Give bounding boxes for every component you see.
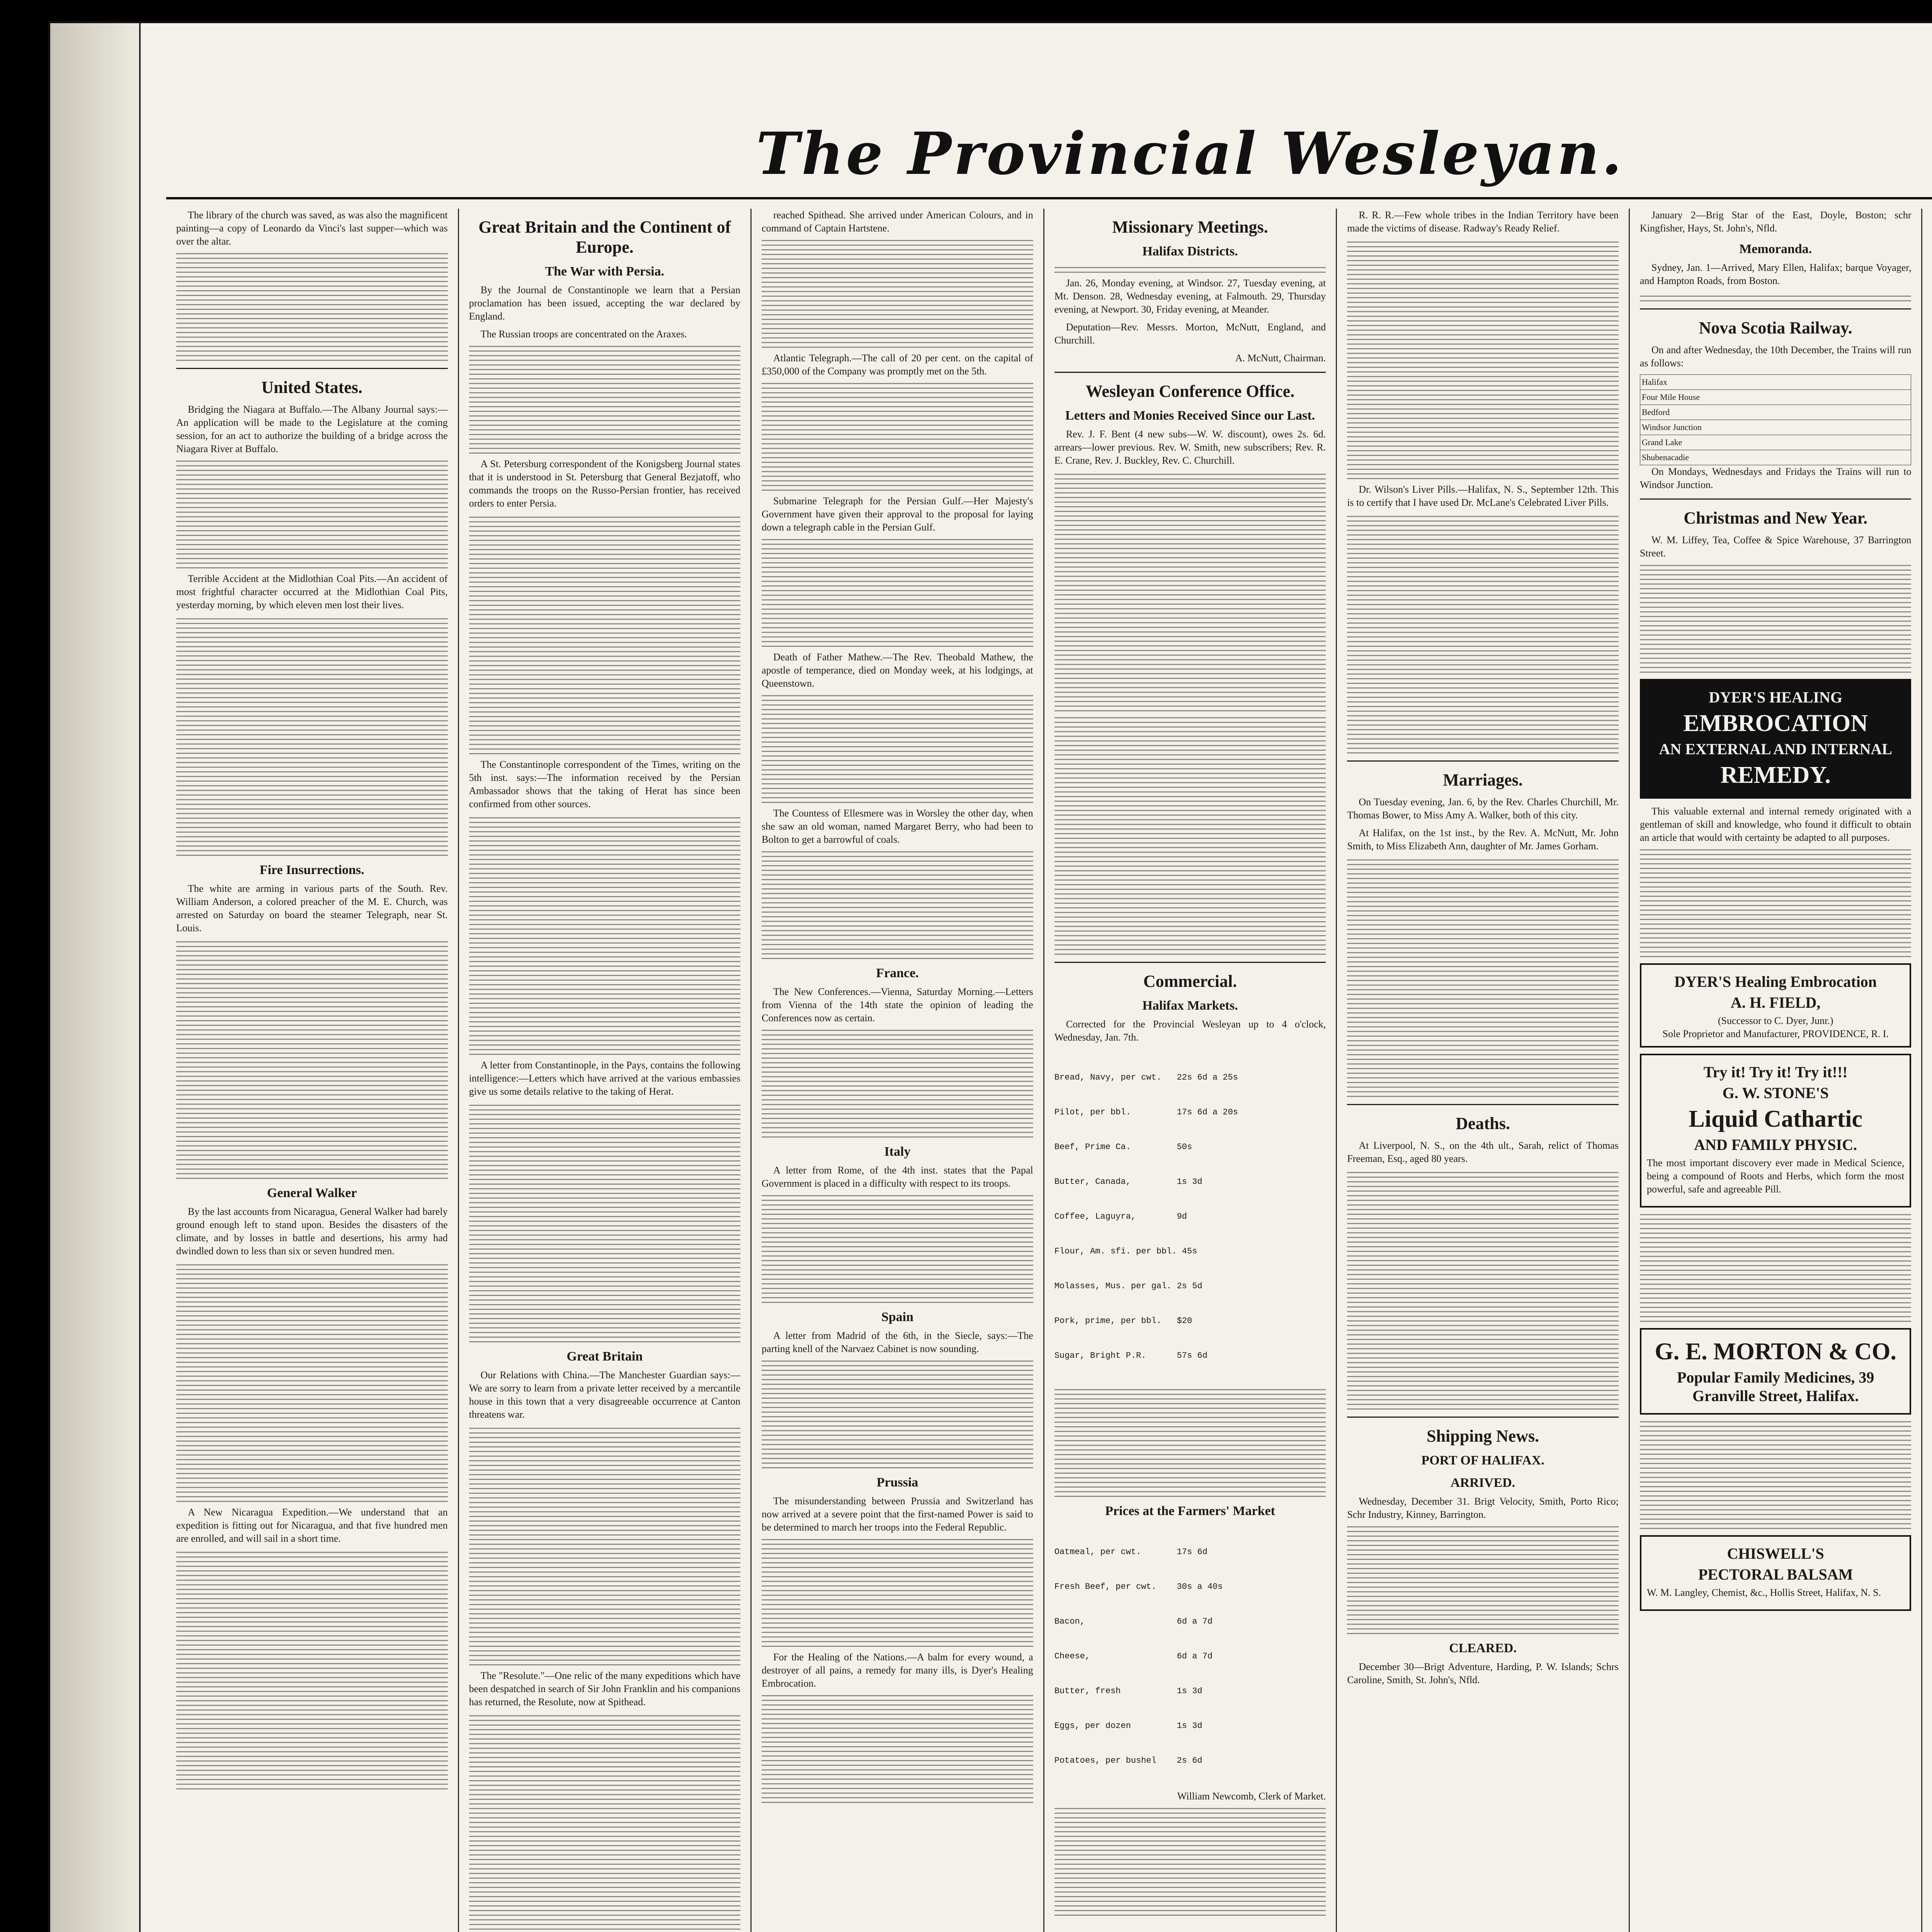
article-paragraph: A letter from Madrid of the 6th, in the Siecle, says:—The parting knell of the Narvaez Cabinet is now sounding.	[762, 1330, 1033, 1354]
text-block	[1640, 1214, 1912, 1322]
text-block	[1640, 849, 1912, 957]
text-block	[762, 1195, 1033, 1303]
section-subheading: Halifax Markets.	[1142, 998, 1238, 1013]
table-row	[1640, 390, 1911, 405]
section-heading: Missionary Meetings.	[1112, 218, 1268, 236]
article-paragraph: Jan. 26, Monday evening, at Windsor. 27, Tuesday evening, at Mt. Denson. 28, Wednesday evening, at Falmouth. 29, Thursday evening, at Newport. 30, Friday evening, at Meander.	[1054, 277, 1326, 315]
ad-heading: G. E. MORTON & CO.	[1655, 1338, 1896, 1365]
section-heading: Italy	[884, 1145, 911, 1159]
section-heading: Fire Insurrections.	[259, 863, 364, 877]
text-block	[762, 1360, 1033, 1468]
market-row: Molasses, Mus. per gal. 2s 5d	[1054, 1281, 1202, 1291]
text-block	[1054, 1808, 1326, 1916]
ad-heading: CHISWELL'S	[1727, 1545, 1824, 1562]
section-subheading: Memoranda.	[1739, 242, 1812, 256]
signature: A. McNutt, Chairman.	[1235, 352, 1326, 364]
section-heading: The War with Persia.	[545, 264, 665, 279]
text-block	[1054, 472, 1326, 711]
table-row	[1640, 405, 1911, 420]
text-block	[176, 616, 448, 856]
advertisement-paragraph: This valuable external and internal remedy originated with a gentleman of skill and knowledge, who found it difficult to obtain an article that would with certainty be adapted to all purposes.	[1639, 806, 1912, 843]
notice-paragraph: On Tuesday evening, Jan. 6, by the Rev. Charles Churchill, Mr. Thomas Bower, to Miss Amy A. Walker, both of this city.	[1347, 796, 1619, 821]
columns	[166, 209, 1932, 1932]
section-subheading: CLEARED.	[1449, 1641, 1517, 1655]
text-block	[469, 1713, 741, 1932]
ad-subheading: (Successor to C. Dyer, Junr.)	[1718, 1015, 1833, 1026]
market-row: Pilot, per bbl. 17s 6d a 20s	[1054, 1107, 1238, 1117]
article-paragraph: The Russian troops are concentrated on the Araxes.	[480, 328, 687, 340]
market-row: Cheese, 6d a 7d	[1054, 1651, 1213, 1661]
market-row: Butter, Canada, 1s 3d	[1054, 1177, 1202, 1187]
morton-advertisement	[1640, 1328, 1912, 1415]
text-block	[762, 240, 1033, 348]
text-block	[762, 1029, 1033, 1138]
station-name: Grand Lake	[1640, 435, 1911, 450]
farmers-market-table	[1054, 1523, 1326, 1790]
section-heading: United States.	[261, 378, 363, 397]
market-row: Potatoes, per bushel 2s 6d	[1054, 1756, 1202, 1765]
text-block	[1054, 715, 1326, 955]
article-paragraph: Atlantic Telegraph.—The call of 20 per cent. on the capital of £350,000 of the Company was promptly met on the 5th.	[762, 352, 1033, 377]
station-name: Halifax	[1640, 375, 1911, 390]
section-heading: Wesleyan Conference Office.	[1085, 382, 1295, 401]
article-paragraph: The New Conferences.—Vienna, Saturday Morning.—Letters from Vienna of the 14th state the opinion of leading the Conferences now as certain.	[762, 986, 1033, 1024]
section-subheading: ARRIVED.	[1451, 1476, 1515, 1490]
dyer-secondary-advertisement	[1640, 963, 1912, 1048]
text-block	[1640, 1421, 1912, 1529]
ad-subheading: Sole Proprietor and Manufacturer, PROVIDENCE, R. I.	[1662, 1028, 1889, 1039]
ad-heading: DYER'S Healing Embrocation	[1674, 973, 1877, 990]
column-1	[166, 209, 459, 1932]
text-block	[469, 815, 741, 1055]
text-block	[176, 1550, 448, 1789]
section-heading: Great Britain and the Continent of Europe.	[478, 218, 731, 257]
signature: William Newcomb, Clerk of Market.	[1177, 1791, 1326, 1802]
article-paragraph: The white are arming in various parts of the South. Rev. William Anderson, a colored preacher of the M. E. Church, was arrested on Saturday on board the steamer Telegraph, near St. Louis.	[176, 883, 448, 934]
ad-heading: Liquid Cathartic	[1689, 1106, 1862, 1132]
masthead	[166, 120, 1932, 197]
section-heading: Nova Scotia Railway.	[1699, 318, 1852, 337]
article-paragraph: Corrected for the Provincial Wesleyan up to 4 o'clock, Wednesday, Jan. 7th.	[1054, 1019, 1326, 1043]
article-paragraph: By the last accounts from Nicaragua, General Walker had barely ground enough left to stand upon. Besides the disasters of the climate, and by losses in battle and desertions, his army had dwindled down to less than six or seven hundred men.	[176, 1206, 448, 1257]
text-block	[176, 460, 448, 568]
article-paragraph: A letter from Constantinople, in the Pays, contains the following intelligence:—Letters which have arrived at the various embassies give us some details relative to the taking of Herat.	[469, 1060, 741, 1097]
text-block	[469, 345, 741, 454]
market-row: Sugar, Bright P.R. 57s 6d	[1054, 1351, 1208, 1361]
text-block	[1054, 264, 1326, 273]
article-paragraph: By the Journal de Constantinople we learn that a Persian proclamation has been issued, accepting the war declared by England.	[469, 284, 741, 322]
market-row: Bacon, 6d a 7d	[1054, 1617, 1213, 1626]
column-3	[752, 209, 1044, 1932]
article-paragraph: The library of the church was saved, as was also the magnificent painting—a copy of Leonardo da Vinci's last supper—which was over the altar.	[176, 209, 448, 247]
section-heading: France.	[876, 966, 919, 980]
article-paragraph: reached Spithead. She arrived under American Colours, and in command of Captain Hartstene.	[762, 209, 1033, 234]
divider	[1347, 1417, 1619, 1418]
divider	[1640, 498, 1912, 500]
text-block	[176, 253, 448, 361]
divider	[1640, 308, 1912, 310]
article-paragraph: Submarine Telegraph for the Persian Gulf.—Her Majesty's Government have given their approval to the proposal for laying down a telegraph cable in the Persian Gulf.	[762, 495, 1033, 533]
notice-paragraph: Wednesday, December 31. Brigt Velocity, Smith, Porto Rico; Schr Industry, Kinney, Barrington.	[1347, 1496, 1619, 1520]
market-row: Butter, fresh 1s 3d	[1054, 1686, 1202, 1696]
chiswell-advertisement	[1640, 1535, 1912, 1611]
ad-heading: AN EXTERNAL AND INTERNAL	[1659, 740, 1892, 758]
dyer-embrocation-advertisement	[1640, 679, 1912, 799]
text-block	[469, 1103, 741, 1342]
notice-paragraph: Sydney, Jan. 1—Arrived, Mary Ellen, Halifax; barque Voyager, and Hampton Roads, from Boston.	[1639, 262, 1912, 286]
article-paragraph: Bridging the Niagara at Buffalo.—The Albany Journal says:—An application will be made to the Legislature at the coming session, for an act to authorize the building of a bridge across the Niagara River at Buffalo.	[176, 404, 448, 454]
market-row: Oatmeal, per cwt. 17s 6d	[1054, 1547, 1208, 1557]
section-heading: Marriages.	[1443, 770, 1523, 789]
notice-paragraph: On and after Wednesday, the 10th December, the Trains will run as follows:	[1639, 344, 1912, 369]
column-4	[1044, 209, 1337, 1932]
ad-heading: DYER'S HEALING	[1709, 689, 1842, 706]
binding-spine	[50, 23, 141, 1932]
text-block	[1347, 240, 1619, 479]
masthead-rule	[166, 197, 1932, 199]
text-block	[469, 515, 741, 754]
text-block	[762, 1539, 1033, 1647]
market-table	[1054, 1049, 1326, 1385]
article-paragraph: A New Nicaragua Expedition.—We understand that an expedition is fitting out for Nicaragua, and that five hundred men are enrolled, and will sail in a short time.	[176, 1507, 448, 1544]
section-heading: General Walker	[267, 1186, 357, 1200]
divider	[1347, 1104, 1619, 1105]
table-row	[1640, 420, 1911, 435]
text-block	[762, 1695, 1033, 1803]
divider	[1347, 760, 1619, 762]
notice-paragraph: December 30—Brigt Adventure, Harding, P. W. Islands; Schrs Caroline, Smith, St. John's, Nfld.	[1347, 1661, 1619, 1685]
section-subheading: Letters and Monies Received Since our Last.	[1065, 408, 1315, 423]
newspaper-page	[50, 23, 1932, 1932]
text-block	[762, 695, 1033, 803]
market-row: Flour, Am. sfi. per bbl. 45s	[1054, 1247, 1197, 1256]
article-paragraph: Death of Father Mathew.—The Rev. Theobald Mathew, the apostle of temperance, died on Monday week, at his lodgings, at Queenstown.	[762, 651, 1033, 689]
table-row	[1640, 375, 1911, 390]
column-7	[1922, 209, 1932, 1932]
advertisement-paragraph: R. R. R.—Few whole tribes in the Indian Territory have been made the victims of disease. Radway's Ready Relief.	[1347, 209, 1619, 234]
text-block	[1054, 1389, 1326, 1497]
stone-cathartic-advertisement	[1640, 1054, 1912, 1208]
ad-heading: Try it! Try it! Try it!!!	[1703, 1063, 1848, 1081]
ad-heading: A. H. FIELD,	[1731, 994, 1821, 1011]
notice-paragraph: At Halifax, on the 1st inst., by the Rev. A. McNutt, Mr. John Smith, to Miss Elizabeth Ann, daughter of Mr. James Gorham.	[1347, 827, 1619, 852]
station-name: Windsor Junction	[1640, 420, 1911, 435]
text-block	[176, 939, 448, 1179]
article-paragraph: Deputation—Rev. Messrs. Morton, McNutt, England, and Churchill.	[1054, 321, 1326, 346]
column-2	[459, 209, 752, 1932]
article-paragraph: Our Relations with China.—The Manchester Guardian says:—We are sorry to learn from a private letter received by a mercantile house in this town that a very disagreeable occurrence at Canton threatens war.	[469, 1369, 741, 1420]
market-row: Pork, prime, per bbl. $20	[1054, 1316, 1192, 1326]
article-paragraph: Terrible Accident at the Midlothian Coal Pits.—An accident of most frightful character occurred at the Midlothian Coal Pits, yesterday morning, by which eleven men lost their lives.	[176, 573, 448, 611]
ad-heading: EMBROCATION	[1683, 710, 1868, 736]
text-block	[1640, 292, 1912, 301]
table-row	[1640, 450, 1911, 465]
text-block	[469, 1426, 741, 1665]
section-heading: Prussia	[876, 1475, 918, 1490]
text-block	[762, 539, 1033, 647]
advertisement-paragraph: Dr. Wilson's Liver Pills.—Halifax, N. S., September 12th. This is to certify that I have used Dr. McLane's Celebrated Liver Pills.	[1347, 484, 1619, 508]
divider	[176, 368, 448, 369]
station-name: Bedford	[1640, 405, 1911, 420]
section-heading: Christmas and New Year.	[1684, 509, 1868, 527]
advertisement-paragraph: W. M. Liffey, Tea, Coffee & Spice Warehouse, 37 Barrington Street.	[1639, 534, 1912, 559]
ad-heading: PECTORAL BALSAM	[1698, 1566, 1853, 1583]
divider	[1054, 372, 1326, 373]
section-subheading: Halifax Districts.	[1142, 244, 1238, 259]
notice-paragraph: At Liverpool, N. S., on the 4th ult., Sarah, relict of Thomas Freeman, Esq., aged 80 years.	[1347, 1140, 1619, 1164]
section-subheading: PORT OF HALIFAX.	[1421, 1453, 1544, 1468]
text-block	[1347, 1526, 1619, 1634]
text-block	[1640, 565, 1912, 673]
ad-heading: AND FAMILY PHYSIC.	[1694, 1136, 1857, 1153]
divider	[1054, 962, 1326, 963]
article-paragraph: A letter from Rome, of the 4th inst. states that the Papal Government is placed in a difficulty with respect to its troops.	[762, 1165, 1033, 1189]
station-name: Four Mile House	[1640, 390, 1911, 405]
text-block	[1347, 514, 1619, 753]
advertisement-paragraph: The most important discovery ever made in Medical Science, being a compound of Roots and Herbs, which form the most powerful, safe and agreeable Pill.	[1646, 1157, 1905, 1195]
notice-paragraph: January 2—Brig Star of the East, Doyle, Boston; schr Kingfisher, Hays, St. John's, Nfld.	[1639, 209, 1912, 234]
article-paragraph: The Constantinople correspondent of the Times, writing on the 5th inst. says:—The information received by the Persian Ambassador shows that the taking of Herat has since been confirmed from other sources.	[469, 759, 741, 810]
station-name: Shubenacadie	[1640, 450, 1911, 465]
article-paragraph: A St. Petersburg correspondent of the Konigsberg Journal states that it is understood in St. Petersburg that General Bezjatoff, who commands the troops on the Russo-Persian frontier, has received orders to enter Persia.	[469, 458, 741, 509]
text-block	[176, 1262, 448, 1502]
text-block	[762, 383, 1033, 491]
section-heading: Spain	[881, 1310, 914, 1324]
section-heading: Commercial.	[1143, 972, 1237, 991]
article-paragraph: Rev. J. F. Bent (4 new subs—W. W. discount), owes 2s. 6d. arrears—lower previous. Rev. W. Smith, new subscribers; Rev. R. E. Crane, Rev. J. Buckley, Rev. C. Churchill.	[1054, 429, 1326, 466]
market-row: Beef, Prime Ca. 50s	[1054, 1142, 1192, 1152]
article-paragraph: The "Resolute."—One relic of the many expeditions which have been despatched in search of Sir John Franklin and his companions has returned, the Resolute, now at Spithead.	[469, 1670, 741, 1708]
section-subheading: Prices at the Farmers' Market	[1105, 1504, 1275, 1518]
market-row: Fresh Beef, per cwt. 30s a 40s	[1054, 1582, 1223, 1592]
article-paragraph: The misunderstanding between Prussia and Switzerland has now arrived at a severe point that the first-named Power is said to be determined to march her troops into the Federal Republic.	[762, 1495, 1033, 1533]
column-5	[1337, 209, 1630, 1932]
market-row: Coffee, Laguyra, 9d	[1054, 1212, 1187, 1221]
market-row: Eggs, per dozen 1s 3d	[1054, 1721, 1202, 1731]
advertisement-paragraph: W. M. Langley, Chemist, &c., Hollis Street, Halifax, N. S.	[1646, 1587, 1881, 1598]
ad-heading: Popular Family Medicines, 39 Granville Street, Halifax.	[1677, 1369, 1874, 1405]
railway-timetable	[1640, 374, 1912, 465]
market-row: Bread, Navy, per cwt. 22s 6d a 25s	[1054, 1073, 1238, 1082]
newspaper-title: The Provincial Wesleyan.	[756, 120, 1624, 188]
section-heading: Great Britain	[566, 1349, 643, 1364]
section-heading: Shipping News.	[1427, 1427, 1539, 1446]
text-block	[762, 851, 1033, 959]
text-block	[1347, 857, 1619, 1097]
article-paragraph: The Countess of Ellesmere was in Worsley the other day, when she saw an old woman, named Margaret Berry, who had been to Bolton to get a barrowful of coals.	[762, 808, 1033, 845]
text-block	[1347, 1170, 1619, 1410]
table-row	[1640, 435, 1911, 450]
article-paragraph: For the Healing of the Nations.—A balm for every wound, a destroyer of all pains, a remedy for many ills, is Dyer's Healing Embrocation.	[762, 1651, 1033, 1689]
ad-heading: G. W. STONE'S	[1722, 1084, 1829, 1102]
ad-heading: REMEDY.	[1720, 762, 1831, 788]
section-heading: Deaths.	[1456, 1114, 1510, 1133]
column-6	[1630, 209, 1923, 1932]
notice-paragraph: On Mondays, Wednesdays and Fridays the Trains will run to Windsor Junction.	[1639, 466, 1912, 490]
